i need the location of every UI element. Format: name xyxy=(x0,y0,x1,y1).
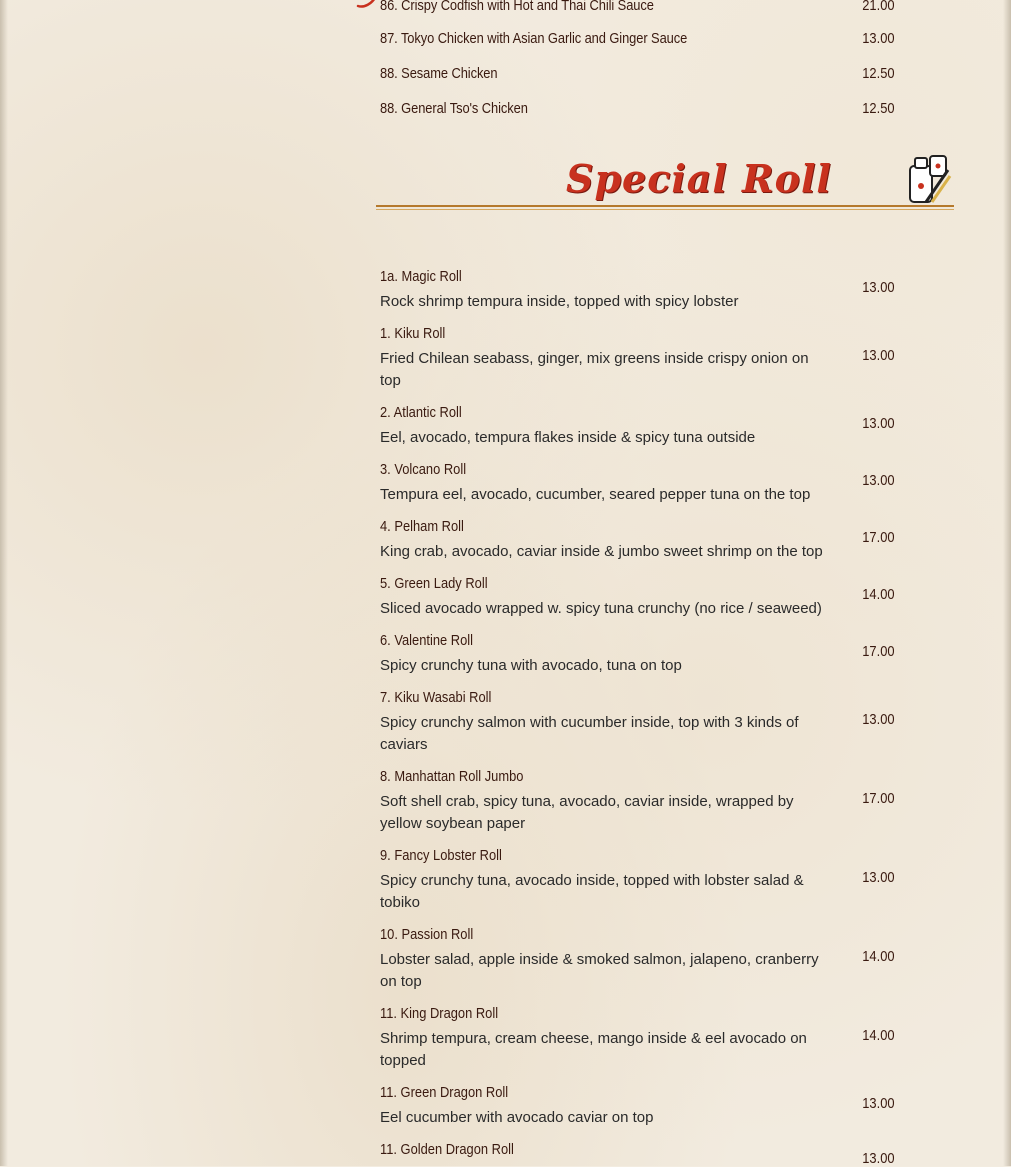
item-description: Eel cucumber with avocado caviar on top xyxy=(380,1109,654,1126)
item-name: 9. Fancy Lobster Roll xyxy=(380,847,502,864)
menu-item xyxy=(380,100,900,120)
item-name: 87. Tokyo Chicken with Asian Garlic and Ginger Sauce xyxy=(380,30,688,47)
item-price: 13.00 xyxy=(862,279,895,296)
item-price: 17.00 xyxy=(862,790,895,807)
item-name: 88. General Tso's Chicken xyxy=(380,100,528,117)
item-name: 7. Kiku Wasabi Roll xyxy=(380,689,492,706)
item-price: 13.00 xyxy=(862,1095,895,1112)
item-description: Spicy crunchy tuna with avocado, tuna on top xyxy=(380,657,682,674)
item-description: Rock shrimp tempura inside, topped with spicy lobster xyxy=(380,293,739,310)
item-price: 17.00 xyxy=(862,643,895,660)
item-description: Sliced avocado wrapped w. spicy tuna crunchy (no rice / seaweed) xyxy=(380,600,822,617)
item-description: Shrimp tempura, cream cheese, mango inside & eel avocado on topped xyxy=(380,1030,807,1069)
section-divider-thin xyxy=(376,209,954,210)
item-description: Spicy crunchy salmon with cucumber inside, top with 3 kinds of caviars xyxy=(380,714,799,753)
menu-item xyxy=(380,632,900,674)
item-name: 4. Pelham Roll xyxy=(380,518,464,535)
item-name: 88. Sesame Chicken xyxy=(380,65,498,82)
item-name: 10. Passion Roll xyxy=(380,926,474,943)
item-name: 5. Green Lady Roll xyxy=(380,575,488,592)
item-name: 1. Kiku Roll xyxy=(380,325,446,342)
item-price: 13.00 xyxy=(862,415,895,432)
item-name: 1a. Magic Roll xyxy=(380,268,462,285)
item-name: 11. Green Dragon Roll xyxy=(380,1084,509,1101)
item-description: Soft shell crab, spicy tuna, avocado, caviar inside, wrapped by yellow soybean paper xyxy=(380,793,794,832)
section-title: Special Roll xyxy=(566,156,832,201)
item-description: Lobster salad, apple inside & smoked salmon, jalapeno, cranberry on top xyxy=(380,951,819,990)
menu-item xyxy=(380,0,900,17)
item-price: 13.00 xyxy=(862,869,895,886)
item-description: King crab, avocado, caviar inside & jumbo sweet shrimp on the top xyxy=(380,543,823,560)
item-price: 13.00 xyxy=(862,1150,895,1167)
item-name: 11. King Dragon Roll xyxy=(380,1005,499,1022)
item-price: 14.00 xyxy=(862,948,895,965)
section-divider xyxy=(376,205,954,207)
item-name: 8. Manhattan Roll Jumbo xyxy=(380,768,524,785)
item-description: Tempura eel, avocado, cucumber, seared pepper tuna on the top xyxy=(380,486,811,503)
menu-item xyxy=(380,1141,900,1166)
menu-item xyxy=(380,768,900,832)
item-price: 12.50 xyxy=(862,100,895,117)
item-name: 3. Volcano Roll xyxy=(380,461,467,478)
menu-item xyxy=(380,575,900,617)
menu-item xyxy=(380,268,900,310)
menu-item xyxy=(380,518,900,560)
menu-item xyxy=(380,926,900,990)
menu-item xyxy=(380,1005,900,1069)
item-price: 21.00 xyxy=(862,0,895,14)
item-name: 6. Valentine Roll xyxy=(380,632,473,649)
item-description: Fried Chilean seabass, ginger, mix greens inside crispy onion on top xyxy=(380,350,809,389)
item-price: 13.00 xyxy=(862,30,895,47)
item-price: 14.00 xyxy=(862,586,895,603)
item-price: 12.50 xyxy=(862,65,895,82)
item-name: 2. Atlantic Roll xyxy=(380,404,462,421)
item-name: 11. Golden Dragon Roll xyxy=(380,1141,514,1158)
menu-item xyxy=(380,461,900,503)
menu-item xyxy=(380,1084,900,1126)
menu-item xyxy=(380,65,900,85)
decorative-swirl-icon xyxy=(356,0,378,10)
item-price: 13.00 xyxy=(862,472,895,489)
menu-item xyxy=(380,30,900,50)
item-description: Spicy crunchy tuna, avocado inside, topped with lobster salad & tobiko xyxy=(380,872,804,911)
menu-item xyxy=(380,847,900,911)
item-price: 17.00 xyxy=(862,529,895,546)
item-name: 86. Crispy Codfish with Hot and Thai Chili Sauce xyxy=(380,0,654,14)
item-price: 14.00 xyxy=(862,1027,895,1044)
item-price: 13.00 xyxy=(862,711,895,728)
page-edge-left xyxy=(0,0,8,1166)
item-price: 13.00 xyxy=(862,347,895,364)
section-header xyxy=(376,150,954,212)
menu-item xyxy=(380,689,900,753)
menu-item xyxy=(380,325,900,389)
sake-bottle-chopsticks-icon xyxy=(904,152,952,204)
page-edge-right xyxy=(1003,0,1011,1166)
item-description: Eel, avocado, tempura flakes inside & spicy tuna outside xyxy=(380,429,756,446)
menu-item xyxy=(380,404,900,446)
